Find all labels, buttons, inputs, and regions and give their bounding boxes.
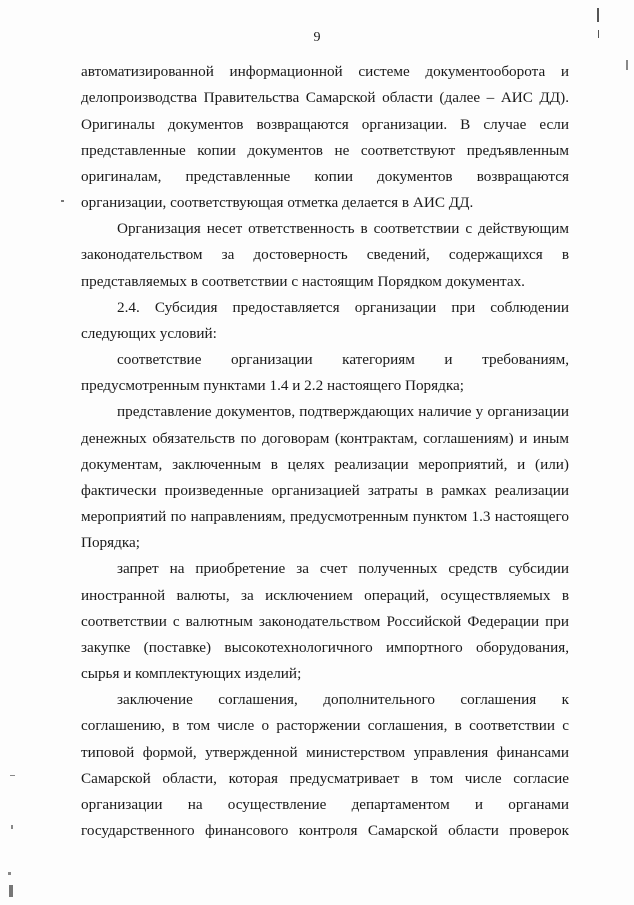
text-line: следующих условий: bbox=[81, 325, 217, 342]
text-line: оригиналам, представленные копии документов возвращаются bbox=[81, 168, 569, 185]
text-line: запрет на приобретение за счет полученных средств субсидии bbox=[117, 560, 569, 577]
text-line: законодательством за достоверность сведений, содержащихся в bbox=[81, 246, 569, 263]
scan-artifact bbox=[8, 872, 11, 875]
scan-artifact bbox=[10, 775, 15, 776]
scan-artifact bbox=[61, 200, 64, 202]
scan-artifact bbox=[597, 8, 599, 22]
text-line: 2.4. Субсидия предоставляется организации при соблюдении bbox=[117, 299, 569, 316]
text-line: мероприятий по направлениям, предусмотренным пунктом 1.3 настоящего bbox=[81, 508, 569, 525]
text-line: Порядка; bbox=[81, 534, 140, 551]
text-line: предусмотренным пунктами 1.4 и 2.2 настоящего Порядка; bbox=[81, 377, 464, 394]
scan-artifact bbox=[9, 885, 13, 897]
text-line: представление документов, подтверждающих наличие у организации bbox=[117, 403, 569, 420]
scan-artifact bbox=[598, 30, 599, 38]
text-line: Оригиналы документов возвращаются организации. В случае если bbox=[81, 116, 569, 133]
text-line: иностранной валюты, за исключением операций, осуществляемых в bbox=[81, 587, 569, 604]
text-line: соглашению, в том числе о расторжении соглашения, в соответствии с bbox=[81, 717, 569, 734]
text-line: денежных обязательств по договорам (контрактам, соглашениям) и иным bbox=[81, 430, 569, 447]
text-line: Организация несет ответственность в соответствии с действующим bbox=[117, 220, 569, 237]
text-line: документам, заключенным в целях реализации мероприятий, и (или) bbox=[81, 456, 569, 473]
text-line: автоматизированной информационной системе документооборота и bbox=[81, 63, 569, 80]
text-line: организации, соответствующая отметка делается в АИС ДД. bbox=[81, 194, 474, 211]
text-line: организации на осуществление департаментом и органами bbox=[81, 796, 569, 813]
text-line: представленные копии документов не соответствуют предъявленным bbox=[81, 142, 569, 159]
text-line: соответствие организации категориям и требованиям, bbox=[117, 351, 569, 368]
scan-artifact bbox=[626, 60, 628, 70]
text-line: Самарской области, которая предусматривает в том числе согласие bbox=[81, 770, 569, 787]
text-line: типовой формой, утвержденной министерством управления финансами bbox=[81, 744, 569, 761]
scan-artifact bbox=[11, 825, 13, 829]
text-line: соответствии с валютным законодательством Российской Федерации при bbox=[81, 613, 569, 630]
text-line: сырья и комплектующих изделий; bbox=[81, 665, 302, 682]
text-line: фактически произведенные организацией затраты в рамках реализации bbox=[81, 482, 569, 499]
text-line: делопроизводства Правительства Самарской области (далее – АИС ДД). bbox=[81, 89, 569, 106]
page-number: 9 bbox=[313, 30, 321, 45]
text-line: государственного финансового контроля Самарской области проверок bbox=[81, 822, 569, 839]
text-line: заключение соглашения, дополнительного соглашения к bbox=[117, 691, 569, 708]
text-line: закупке (поставке) высокотехнологичного импортного оборудования, bbox=[81, 639, 569, 656]
text-line: представляемых в соответствии с настоящим Порядком документах. bbox=[81, 273, 525, 290]
